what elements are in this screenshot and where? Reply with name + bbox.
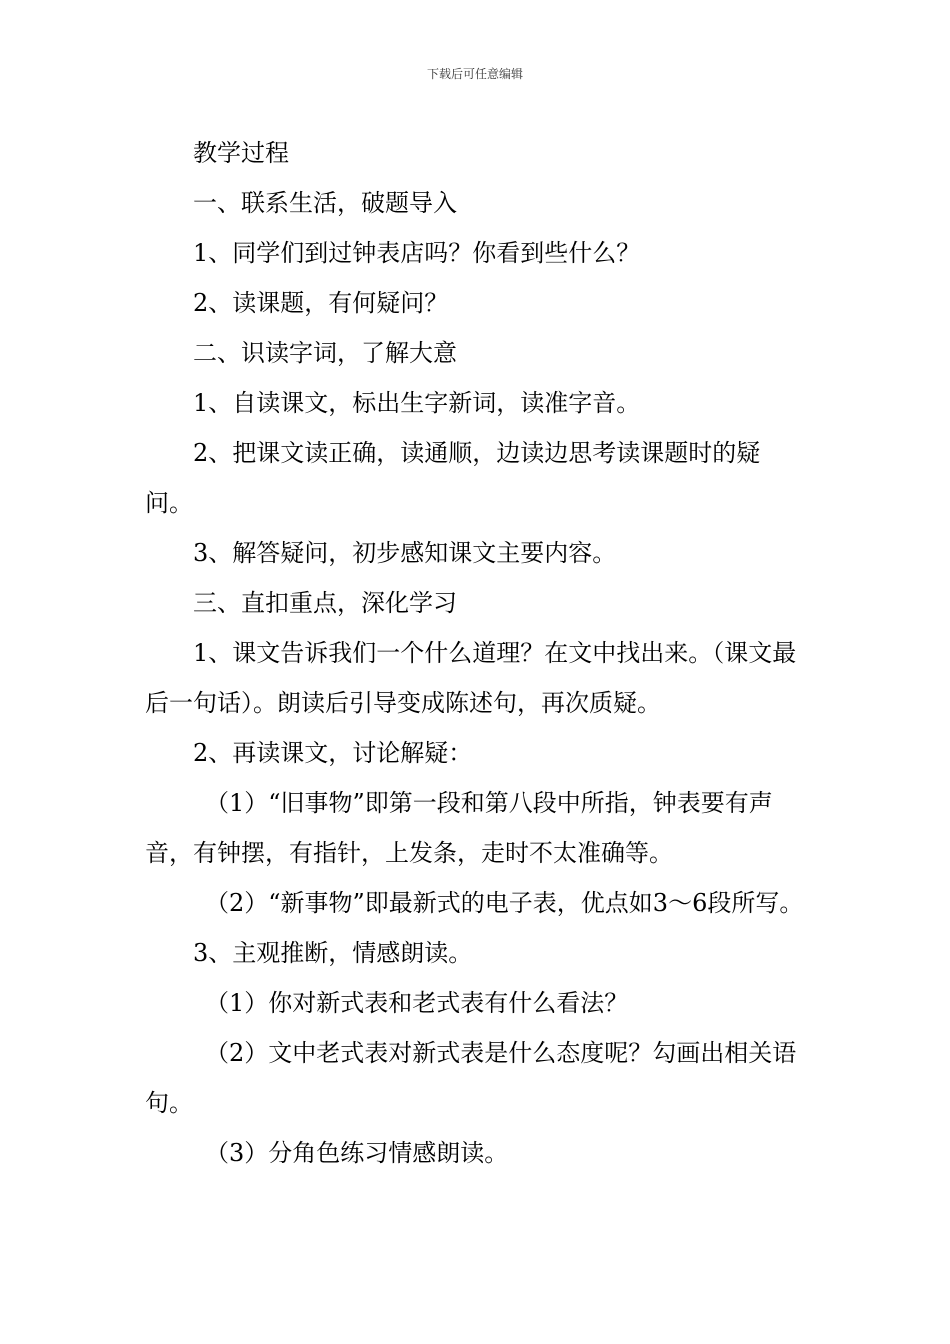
page-header-note: 下载后可任意编辑 bbox=[426, 67, 523, 81]
sub-paragraph: （2）“新事物”即最新式的电子表，优点如3～6段所写。 bbox=[205, 889, 804, 917]
section-heading-1: 一、联系生活，破题导入 bbox=[193, 189, 457, 217]
section-title: 教学过程 bbox=[193, 139, 289, 167]
paragraph: 3、解答疑问，初步感知课文主要内容。 bbox=[193, 539, 617, 567]
paragraph: 3、主观推断，情感朗读。 bbox=[193, 939, 473, 967]
sub-paragraph: （2）文中老式表对新式表是什么态度呢？勾画出相关语句。 bbox=[145, 1039, 797, 1117]
section-heading-2: 二、识读字词，了解大意 bbox=[193, 339, 457, 367]
paragraph: 1、自读课文，标出生字新词，读准字音。 bbox=[193, 389, 641, 417]
paragraph: 2、把课文读正确，读通顺，边读边思考读课题时的疑问。 bbox=[145, 439, 761, 517]
sub-paragraph: （1）“旧事物”即第一段和第八段中所指，钟表要有声音，有钟摆，有指针，上发条，走时不太准确等。 bbox=[145, 789, 773, 867]
paragraph: 1、课文告诉我们一个什么道理？在文中找出来。（课文最后一句话）。朗读后引导变成陈述句，再次质疑。 bbox=[145, 639, 797, 717]
sub-paragraph: （1）你对新式表和老式表有什么看法？ bbox=[205, 989, 629, 1017]
paragraph: 2、读课题，有何疑问？ bbox=[193, 289, 449, 317]
paragraph: 1、同学们到过钟表店吗？你看到些什么？ bbox=[193, 239, 641, 267]
sub-paragraph: （3）分角色练习情感朗读。 bbox=[205, 1139, 509, 1167]
section-heading-3: 三、直扣重点，深化学习 bbox=[193, 589, 457, 617]
document-body bbox=[145, 128, 807, 1178]
paragraph: 2、再读课文，讨论解疑： bbox=[193, 739, 473, 767]
